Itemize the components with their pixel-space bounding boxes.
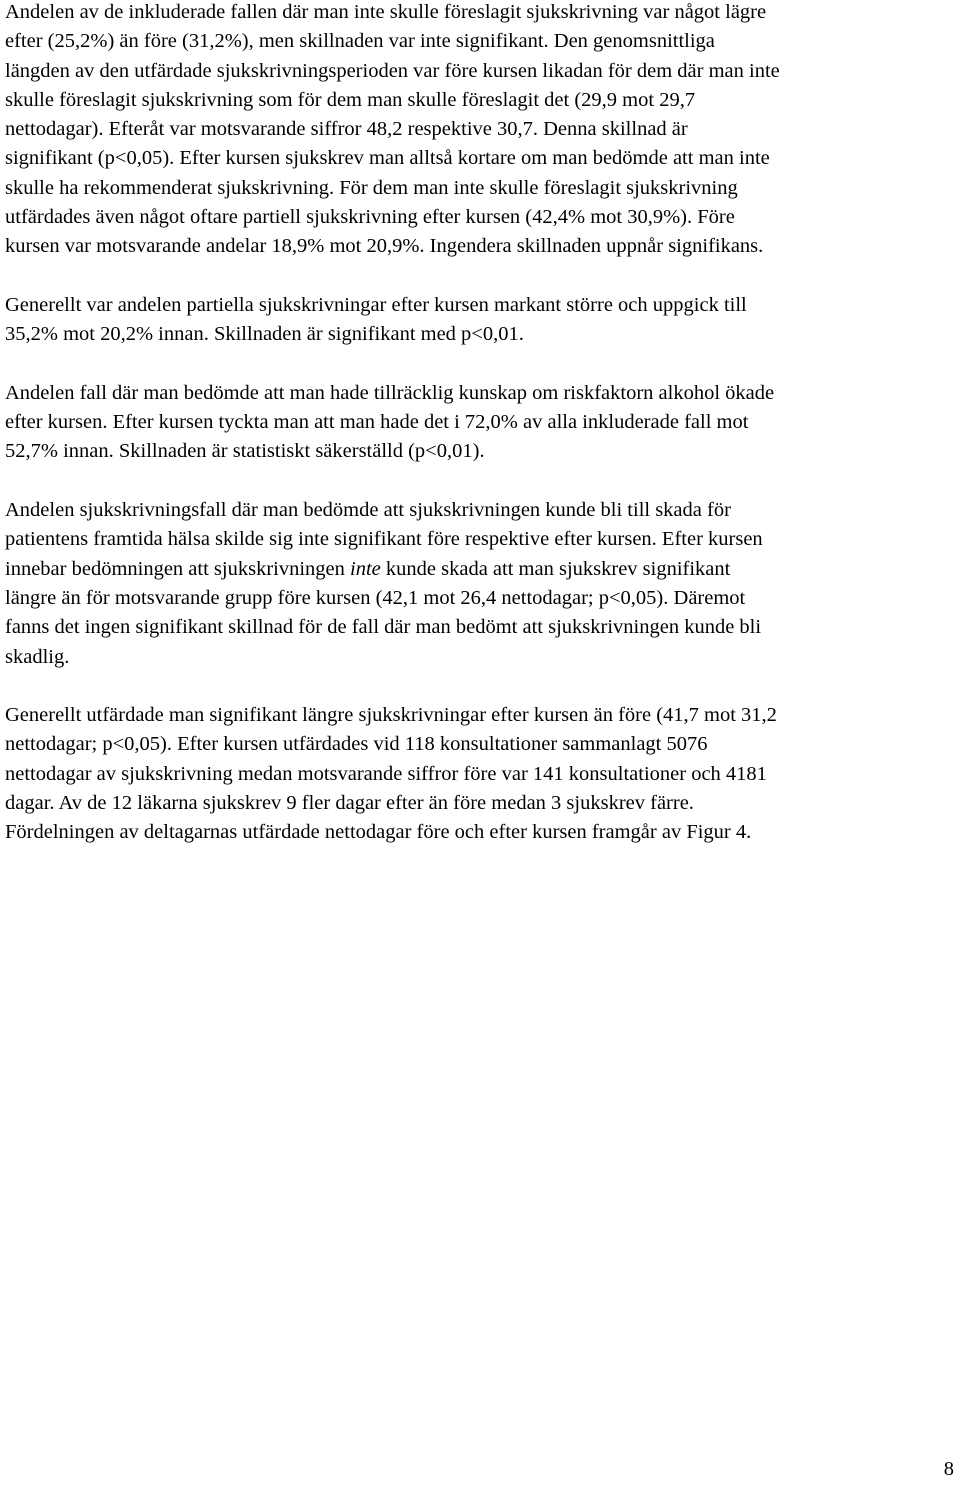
- text-line: nettodagar). Efteråt var motsvarande siffror 48,2 respektive 30,7. Denna skillnad är: [5, 118, 688, 141]
- text-line: Andelen fall där man bedömde att man hade tillräcklig kunskap om riskfaktorn alkohol ökade: [5, 381, 775, 404]
- page-number: 8: [943, 1458, 954, 1480]
- paragraph-4: [5, 496, 957, 672]
- text-line: Andelen sjukskrivningsfall där man bedömde att sjukskrivningen kunde bli till skada för: [5, 499, 731, 522]
- text-line: längre än för motsvarande grupp före kursen (42,1 mot 26,4 nettodagar; p<0,05). Däremot: [5, 586, 746, 609]
- text-segment: innebar bedömningen att sjukskrivningen: [5, 557, 351, 580]
- text-line: kursen var motsvarande andelar 18,9% mot 20,9%. Ingendera skillnaden uppnår signifikans.: [5, 235, 764, 258]
- text-line: signifikant (p<0,05). Efter kursen sjukskrev man alltså kortare om man bedömde att man inte: [5, 147, 770, 170]
- text-line: efter (25,2%) än före (31,2%), men skillnaden var inte signifikant. Den genomsnittliga: [5, 30, 715, 53]
- document-body: [5, 0, 957, 877]
- text-line: nettodagar av sjukskrivning medan motsvarande siffror före var 141 konsultationer och 4181: [5, 762, 767, 785]
- text-line-with-emphasis: [5, 555, 957, 584]
- text-line: dagar. Av de 12 läkarna sjukskrev 9 fler dagar efter än före medan 3 sjukskrev färre.: [5, 792, 694, 815]
- text-line: efter kursen. Efter kursen tyckta man att man hade det i 72,0% av alla inkluderade fall mot: [5, 411, 749, 434]
- emphasized-word: inte: [350, 557, 381, 580]
- paragraph-1: [5, 0, 957, 262]
- text-line: Fördelningen av deltagarnas utfärdade nettodagar före och efter kursen framgår av Figur 4.: [5, 821, 752, 844]
- text-segment: kunde skada att man sjukskrev signifikant: [380, 557, 731, 580]
- text-line: skulle ha rekommenderat sjukskrivning. För dem man inte skulle föreslagit sjukskrivning: [5, 176, 738, 199]
- text-line: 35,2% mot 20,2% innan. Skillnaden är signifikant med p<0,01.: [5, 323, 524, 346]
- text-line: utfärdades även något oftare partiell sjukskrivning efter kursen (42,4% mot 30,9%). Före: [5, 206, 735, 229]
- text-line: patientens framtida hälsa skilde sig inte signifikant före respektive efter kursen. Efter kursen: [5, 528, 763, 551]
- text-line: skulle föreslagit sjukskrivning som för dem man skulle föreslagit det (29,9 mot 29,7: [5, 88, 696, 111]
- text-line: 52,7% innan. Skillnaden är statistiskt säkerställd (p<0,01).: [5, 440, 485, 463]
- text-line: skadlig.: [5, 645, 70, 668]
- text-line: Generellt var andelen partiella sjukskrivningar efter kursen markant större och uppgick till: [5, 293, 747, 316]
- paragraph-3: [5, 379, 957, 467]
- text-line: Generellt utfärdade man signifikant längre sjukskrivningar efter kursen än före (41,7 mot 31,2: [5, 704, 777, 727]
- paragraph-2: [5, 291, 957, 350]
- text-line: fanns det ingen signifikant skillnad för de fall där man bedömt att sjukskrivningen kunde bli: [5, 616, 762, 639]
- text-line: längden av den utfärdade sjukskrivningsperioden var före kursen likadan för dem där man inte: [5, 59, 780, 82]
- paragraph-5: [5, 701, 957, 847]
- text-line: Andelen av de inkluderade fallen där man inte skulle föreslagit sjukskrivning var något lägre: [5, 1, 767, 23]
- text-line: nettodagar; p<0,05). Efter kursen utfärdades vid 118 konsultationer sammanlagt 5076: [5, 733, 708, 756]
